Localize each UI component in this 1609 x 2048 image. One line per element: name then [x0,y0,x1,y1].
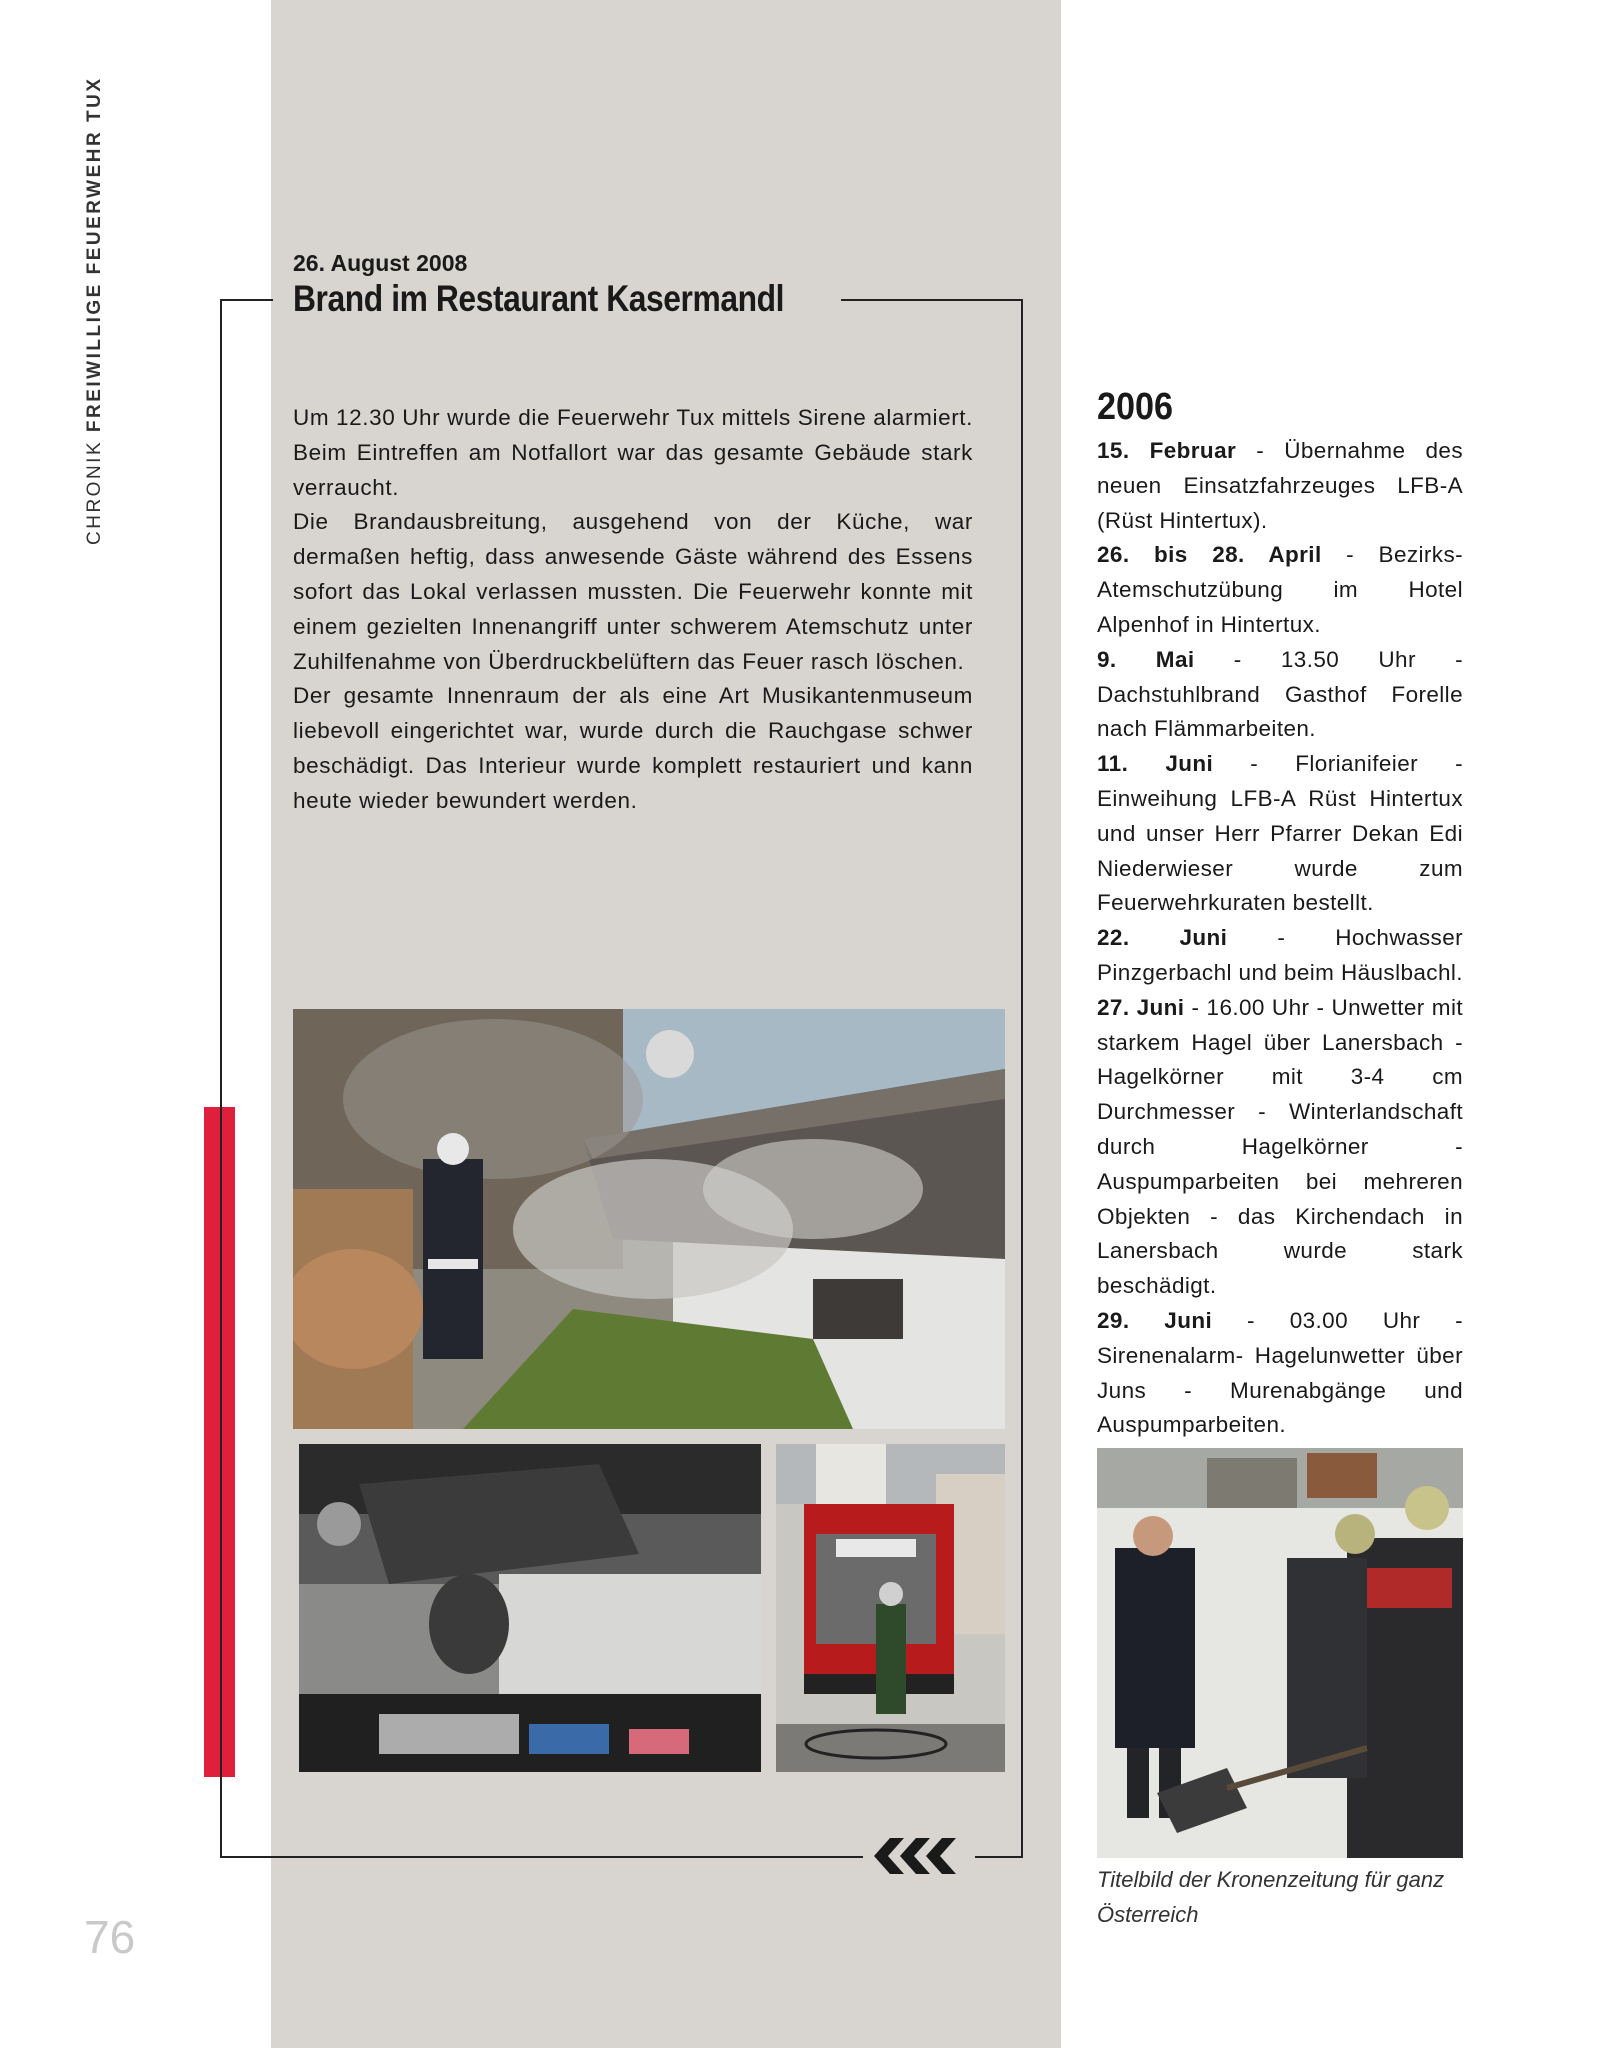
fire-scene-photo [293,1009,1005,1429]
chronicle-date: 26. bis 28. April [1097,542,1322,568]
chronicle-entry: 29. Juni - 03.00 Uhr - Sirenenalarm- Hagelunwetter über Juns - Murenabgänge und Auspumparbeiten. [1097,1307,1463,1438]
frame-line [220,299,222,1858]
chronicle-entry: 26. bis 28. April - Bezirks-Atemschutzübung im Hotel Alpenhof in Hintertux. [1097,542,1463,637]
chronicle-date: 29. Juni [1097,1307,1213,1333]
chronicle-entry: 9. Mai - 13.50 Uhr - Dachstuhlbrand Gasthof Forelle nach Flämmarbeiten. [1097,646,1463,742]
chronicle-entry: 27. Juni - 16.00 Uhr - Unwetter mit starkem Hagel über Lanersbach - Hagelkörner mit 3-4 cm Durchmesser - Winterlandschaft durch Hagelkörner - Auspumparbeiten bei mehreren Objekten - das Kirchendach in Lanersbach wurde stark beschädigt. [1097,994,1463,1299]
article-paragraph: Die Brandausbreitung, ausgehend von der Küche, war dermaßen heftig, dass anwesende Gäste während des Essens sofort das Lokal verlassen mussten. Die Feuerwehr konnte mit einem gezielten Innenangriff unter schwerem Atemschutz unter Zuhilfenahme von Überdruckbelüftern das Feuer rasch löschen. [293,509,973,674]
chronicle-year: 2006 [1097,386,1174,428]
chronicle-date: 11. Juni [1097,751,1214,777]
frame-line [1021,299,1023,1858]
chronicle-entry: 22. Juni - Hochwasser Pinzgerbachl und beim Häuslbachl. [1097,925,1463,985]
hailstorm-photo [1097,1448,1463,1858]
article-paragraph: Der gesamte Innenraum der als eine Art Musikantenmuseum liebevoll eingerichtet war, wurde durch die Rauchgase schwer beschädigt. Das Interieur wurde komplett restauriert und kann heute wieder bewundert werden. [293,683,973,813]
kitchen-damage-photo [299,1444,761,1772]
chronicle-entry: 11. Juni - Florianifeier - Einweihung LFB-A Rüst Hintertux und unser Herr Pfarrer Dekan Edi Niederwieser wurde zum Feuerwehrkuraten bestellt. [1097,751,1463,916]
chronicle-list [1097,434,1463,1443]
chevron-left-icon [868,1836,968,1876]
frame-line [220,1856,863,1858]
chronicle-date: 15. Februar [1097,438,1237,463]
running-header: CHRONIK FREIWILLIGE FEUERWEHR TUX [84,76,105,545]
fire-truck-photo [776,1444,1005,1772]
photo-caption: Titelbild der Kronenzeitung für ganz Österreich [1097,1867,1445,1927]
frame-line [975,1856,1023,1858]
article-headline: Brand im Restaurant Kasermandl [293,278,785,319]
chronicle-date: 27. Juni [1097,994,1185,1020]
page-number: 76 [84,1911,136,1963]
frame-line [841,299,1023,301]
chronicle-entry: 15. Februar - Übernahme des neuen Einsatzfahrzeuges LFB-A (Rüst Hintertux). [1097,438,1463,533]
chronicle-date: 22. Juni [1097,925,1228,951]
chronicle-date: 9. Mai [1097,646,1195,672]
article-date: 26. August 2008 [293,250,468,276]
article-body [293,401,973,819]
frame-line [220,299,273,301]
article-paragraph: Um 12.30 Uhr wurde die Feuerwehr Tux mittels Sirene alarmiert. Beim Eintreffen am Notfallort war das gesamte Gebäude stark verraucht. [293,405,973,500]
